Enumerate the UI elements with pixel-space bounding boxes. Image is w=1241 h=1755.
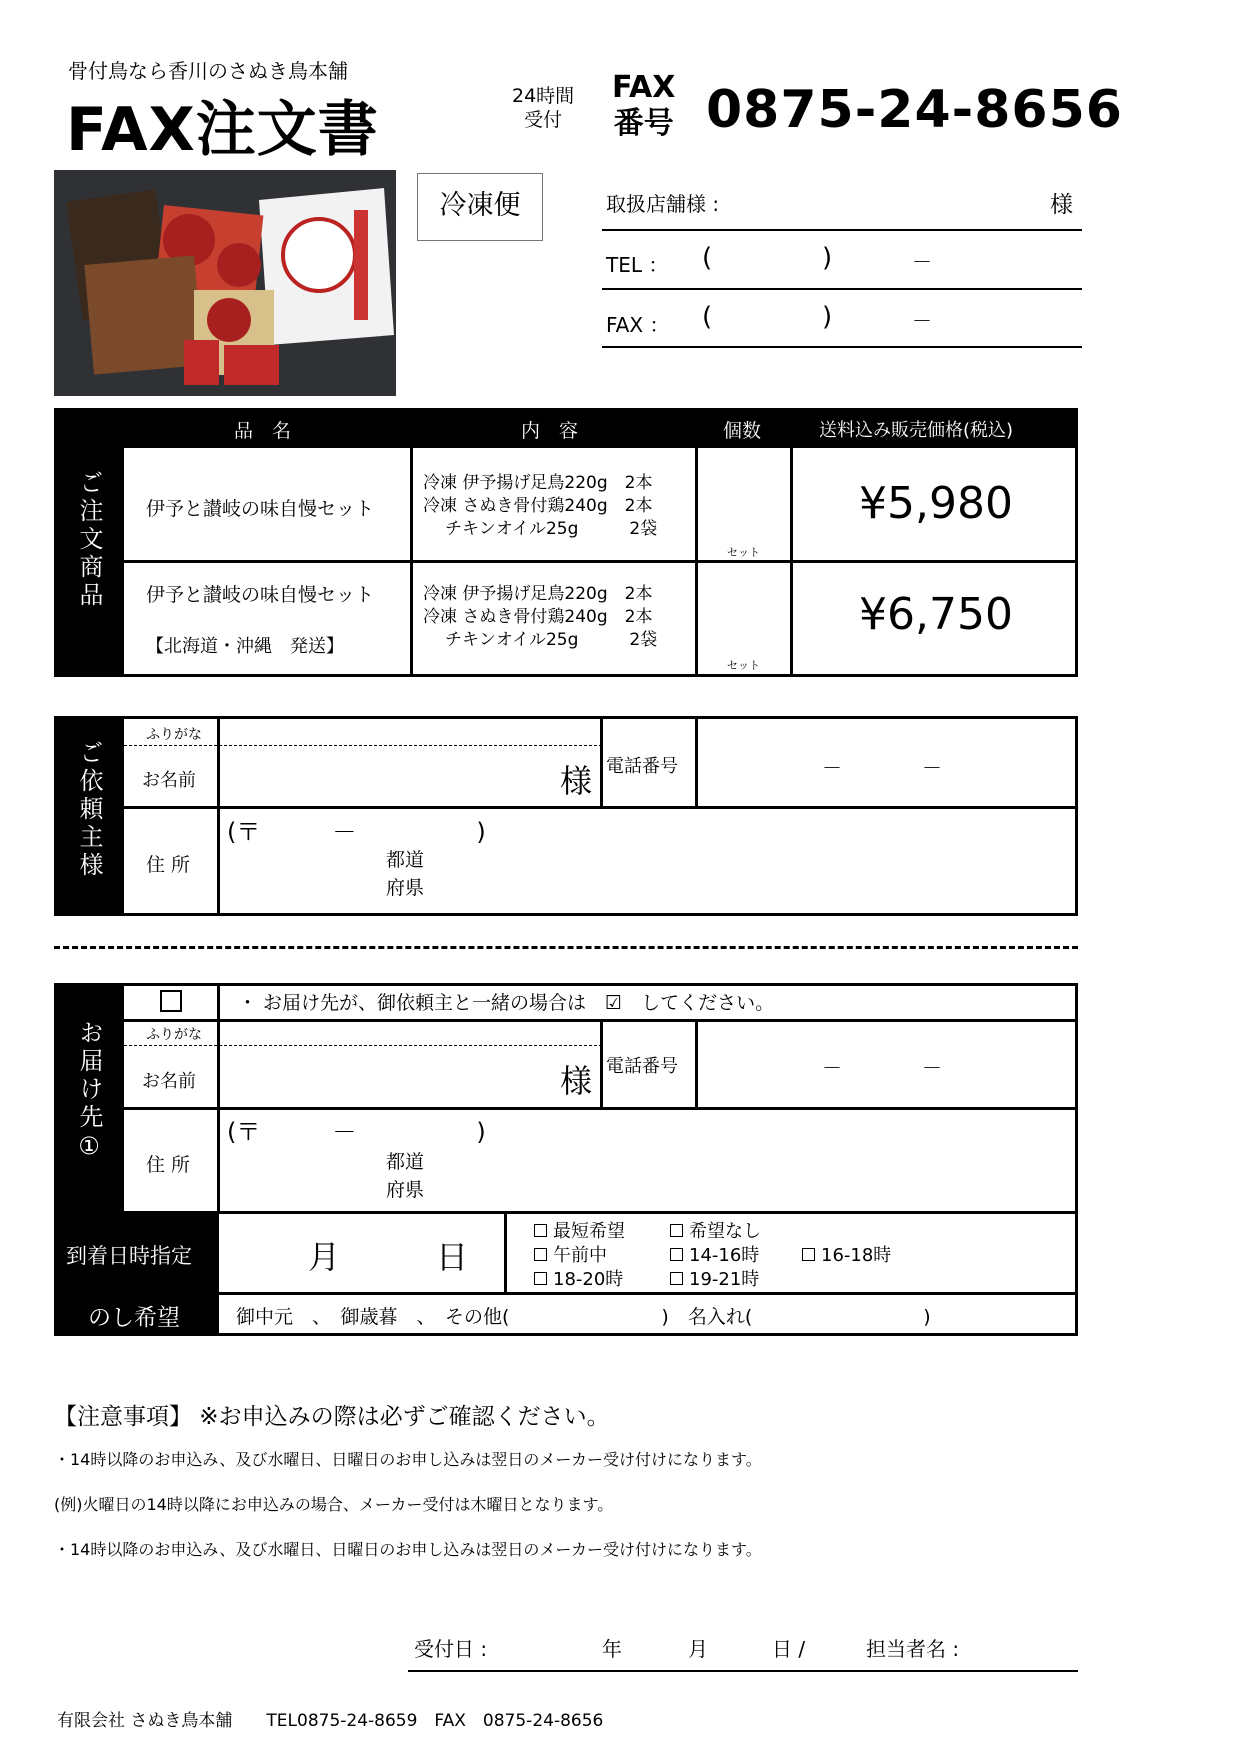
requester-furigana-input[interactable] — [222, 720, 598, 744]
order-row2-content-1: 冷凍 伊予揚げ足鳥220g 2本 — [423, 584, 653, 604]
time-option-row-3 — [534, 1268, 891, 1292]
order-col-divider-1 — [410, 448, 413, 676]
receipt-label: 受付日 : — [414, 1637, 488, 1661]
store-label: 取扱店舗様 : — [606, 192, 720, 216]
order-row2-contents — [423, 583, 657, 652]
hours-label — [512, 84, 574, 132]
fax-label-line2: 番号 — [613, 106, 674, 141]
delivery-row-divider — [124, 1107, 1078, 1110]
cut-line — [54, 946, 1078, 949]
requester-phone-divider-2 — [695, 719, 698, 807]
receipt-day: 日 / — [772, 1637, 806, 1661]
delivery-address-label: 住 所 — [146, 1154, 191, 1176]
checkbox-icon — [670, 1272, 683, 1285]
arrival-date-label: 到着日時指定 — [66, 1244, 192, 1268]
delivery-furigana-input[interactable] — [222, 1022, 598, 1044]
note-line-1: ・14時以降のお申込み、及び水曜日、日曜日のお申し込みは翌日のメーカー受け付けになります。 — [54, 1450, 762, 1469]
delivery-postal: (〒 － ) — [227, 1118, 486, 1146]
order-header-contents: 内 容 — [521, 420, 579, 442]
delivery-furigana-divider — [124, 1045, 602, 1047]
requester-furigana-divider — [124, 745, 602, 747]
store-fax-label: FAX ： — [606, 313, 670, 337]
store-tel-paren-open: ( — [702, 243, 713, 273]
delivery-furigana-label: ふりがな — [146, 1027, 202, 1043]
requester-phone-label: 電話番号 — [606, 756, 678, 777]
arrival-time-options — [534, 1220, 891, 1292]
delivery-phone-divider-2 — [695, 1020, 698, 1108]
arrival-date-divider — [504, 1212, 507, 1293]
fax-number: 0875-24-8656 — [706, 80, 1123, 140]
order-row1-content-3: チキンオイル25g 2袋 — [445, 519, 658, 539]
order-col-divider-3 — [790, 448, 793, 676]
order-row1-price: ¥5,980 — [859, 478, 1013, 529]
arrival-month-day: 月 日 — [308, 1238, 469, 1276]
requester-postal: (〒 － ) — [227, 818, 486, 846]
order-row-divider — [124, 560, 1078, 563]
order-row1-content-1: 冷凍 伊予揚げ足鳥220g 2本 — [423, 473, 653, 493]
store-tel-label: TEL ： — [606, 253, 669, 277]
page-title: FAX注文書 — [66, 95, 379, 165]
requester-furigana-label: ふりがな — [146, 727, 202, 743]
requester-phone-dashes: － － — [822, 756, 942, 780]
requester-label-col-divider — [217, 719, 220, 913]
store-tel-dash: － — [912, 250, 932, 274]
delivery-pref-line1: 都道 — [386, 1151, 425, 1173]
fax-label-line1: FAX — [612, 70, 676, 105]
requester-name-input[interactable] — [222, 748, 562, 804]
time-option-row-1 — [534, 1220, 891, 1244]
store-tel-line — [602, 288, 1082, 290]
checkbox-square-icon — [160, 990, 182, 1012]
checkbox-icon — [534, 1248, 547, 1261]
requester-name-label: お名前 — [142, 770, 196, 791]
hours-line1: 24時間 — [512, 85, 575, 107]
delivery-name-label: お名前 — [142, 1071, 196, 1092]
store-suffix: 様 — [1050, 192, 1073, 218]
order-row1-qty-input[interactable] — [699, 452, 787, 556]
delivery-phone-divider-1 — [600, 1020, 603, 1108]
order-col-divider-2 — [695, 448, 698, 676]
checkbox-icon — [534, 1224, 547, 1237]
checkbox-icon — [670, 1248, 683, 1261]
order-row1-unit: セット — [727, 546, 760, 559]
fax-label — [612, 70, 675, 142]
requester-pref — [386, 846, 424, 902]
time-option-none[interactable]: 希望なし — [670, 1221, 761, 1242]
requester-pref-line1: 都道 — [386, 849, 425, 871]
delivery-pref — [386, 1148, 424, 1204]
order-header-qty: 個数 — [723, 420, 762, 442]
order-header-price: 送料込み販売価格(税込) — [819, 420, 1014, 441]
delivery-phone-dashes: － － — [822, 1056, 942, 1080]
checkbox-icon — [670, 1224, 683, 1237]
shipping-type-badge: 冷凍便 — [417, 173, 543, 241]
time-option-18-20[interactable]: 18-20時 — [534, 1268, 670, 1292]
delivery-pref-line2: 府県 — [386, 1179, 425, 1201]
noshi-label: のし希望 — [88, 1305, 180, 1331]
order-row1-name: 伊予と讃岐の味自慢セット — [146, 498, 375, 520]
same-as-requester-note: ・ お届け先が、御依頼主と一緒の場合は ☑ してください。 — [238, 992, 775, 1014]
order-row1-content-2: 冷凍 さぬき骨付鶏240g 2本 — [423, 496, 653, 516]
footer-company: 有限会社 さぬき鳥本舗 TEL0875-24-8659 FAX 0875-24-8656 — [57, 1711, 604, 1731]
notes-title: 【注意事項】 ※お申込みの際は必ずご確認ください。 — [54, 1404, 610, 1430]
time-option-14-16[interactable]: 14-16時 — [670, 1244, 802, 1268]
order-row2-note: 【北海道・沖縄 発送】 — [146, 636, 344, 657]
store-line — [602, 229, 1082, 231]
noshi-options[interactable]: 御中元 、 御歳暮 、 その他( ) 名入れ( ) — [236, 1306, 931, 1328]
delivery-side-text: お届け先① — [75, 1020, 103, 1164]
time-option-shortest[interactable]: 最短希望 — [534, 1220, 670, 1244]
order-row2-content-2: 冷凍 さぬき骨付鶏240g 2本 — [423, 607, 653, 627]
time-option-16-18[interactable]: 16-18時 — [802, 1245, 891, 1266]
delivery-honorific: 様 — [560, 1062, 593, 1100]
store-fax-line — [602, 346, 1082, 348]
time-option-row-2 — [534, 1244, 891, 1268]
checkbox-icon — [802, 1248, 815, 1261]
note-line-2: (例)火曜日の14時以降にお申込みの場合、メーカー受付は木曜日となります。 — [54, 1495, 614, 1514]
order-header-name: 品 名 — [234, 420, 292, 442]
order-row2-unit: セット — [727, 659, 760, 672]
order-side-text: ご注文商品 — [75, 470, 103, 610]
same-as-requester-checkbox[interactable] — [158, 990, 184, 1016]
store-fax-dash: － — [912, 309, 932, 333]
time-option-19-21[interactable]: 19-21時 — [670, 1269, 759, 1290]
receipt-staff: 担当者名 : — [866, 1637, 960, 1661]
note-line-3: ・14時以降のお申込み、及び水曜日、日曜日のお申し込みは翌日のメーカー受け付けになります。 — [54, 1540, 762, 1559]
receipt-month: 月 — [688, 1637, 708, 1661]
requester-address-label: 住 所 — [146, 854, 191, 876]
order-row2-name: 伊予と讃岐の味自慢セット — [146, 584, 375, 606]
store-fax-paren-close: ) — [822, 302, 833, 332]
store-fax-paren-open: ( — [702, 302, 713, 332]
requester-phone-divider-1 — [600, 719, 603, 807]
receipt-line — [408, 1670, 1078, 1672]
requester-side-text: ご依頼主様 — [75, 740, 103, 880]
tagline: 骨付鳥なら香川のさぬき鳥本舗 — [68, 59, 348, 83]
delivery-name-input[interactable] — [222, 1048, 562, 1104]
time-option-morning[interactable]: 午前中 — [534, 1244, 670, 1268]
requester-pref-line2: 府県 — [386, 877, 425, 899]
store-tel-paren-close: ) — [822, 243, 833, 273]
requester-row-divider — [124, 806, 1078, 809]
delivery-phone-label: 電話番号 — [606, 1056, 678, 1077]
hours-line2: 受付 — [524, 109, 563, 131]
checkbox-icon — [534, 1272, 547, 1285]
requester-honorific: 様 — [560, 762, 593, 800]
product-photo — [54, 170, 396, 396]
receipt-year: 年 — [602, 1637, 622, 1661]
order-row1-contents — [423, 472, 657, 541]
order-row2-price: ¥6,750 — [859, 589, 1013, 640]
order-row2-content-3: チキンオイル25g 2袋 — [445, 630, 658, 650]
